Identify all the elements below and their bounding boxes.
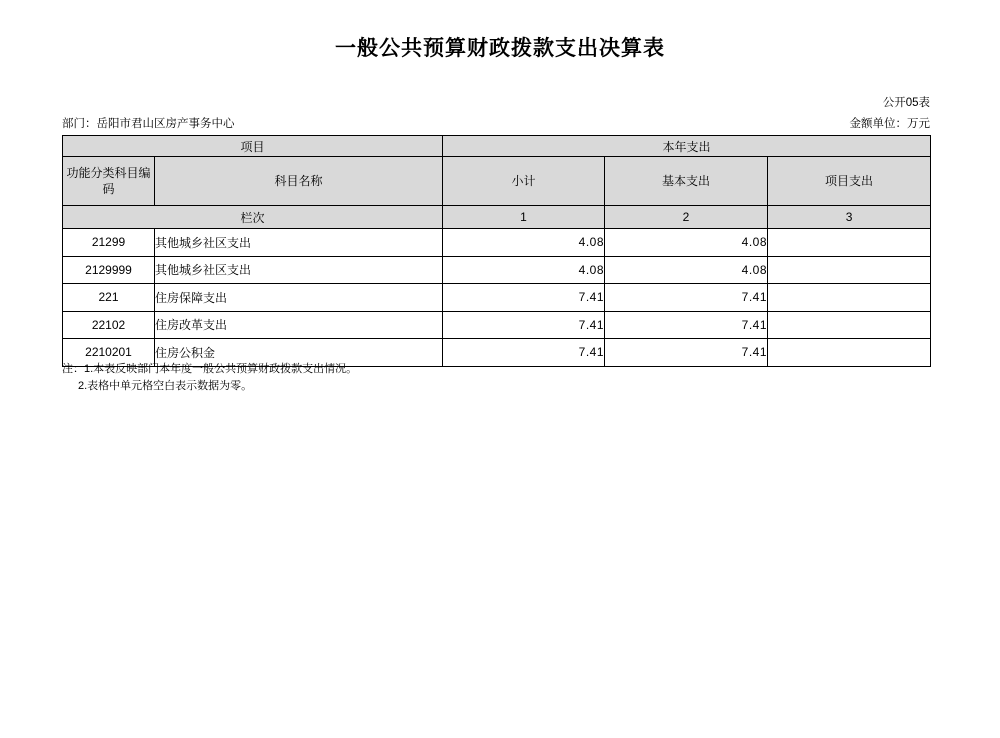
document-page (0, 32, 1000, 738)
note-line-2: 2.表格中单元格空白表示数据为零。 (78, 380, 253, 393)
amount-unit-label: 金额单位：万元 (849, 118, 930, 130)
cell-subtotal: 7.41 (443, 339, 605, 367)
table-row (63, 256, 931, 284)
cell-basic: 7.41 (605, 339, 768, 367)
note-line-1: 注：1.本表反映部门本年度一般公共预算财政拨款支出情况。 (62, 363, 358, 375)
cell-code: 21299 (63, 229, 155, 257)
form-code-label: 公开05表 (882, 97, 930, 109)
table-row (63, 311, 931, 339)
table-header-row (63, 157, 931, 206)
cell-basic: 4.08 (605, 256, 768, 284)
cell-name: 其他城乡社区支出 (155, 256, 443, 284)
cell-code: 2129999 (63, 256, 155, 284)
cell-subtotal: 7.41 (443, 311, 605, 339)
header-col-basic-expenditure: 基本支出 (605, 157, 768, 206)
cell-project (768, 311, 931, 339)
cell-project (768, 229, 931, 257)
cell-basic: 7.41 (605, 284, 768, 312)
header-col-function-code-label: 功能分类科目编码 (66, 165, 151, 196)
cell-name: 住房公积金 (155, 339, 443, 367)
cell-code: 2210201 (63, 339, 155, 367)
column-number-3: 3 (768, 206, 931, 229)
cell-name: 其他城乡社区支出 (155, 229, 443, 257)
cell-project (768, 256, 931, 284)
header-col-subject-name: 科目名称 (155, 157, 443, 206)
cell-project (768, 284, 931, 312)
meta-row (62, 115, 930, 131)
header-current-year-group: 本年支出 (443, 136, 931, 157)
cell-subtotal: 4.08 (443, 229, 605, 257)
cell-code: 221 (63, 284, 155, 312)
cell-basic: 7.41 (605, 311, 768, 339)
header-col-function-code (63, 157, 155, 206)
cell-subtotal: 4.08 (443, 256, 605, 284)
table-row (63, 229, 931, 257)
column-number-1: 1 (443, 206, 605, 229)
header-col-project-expenditure: 项目支出 (768, 157, 931, 206)
table-column-number-row (63, 206, 931, 229)
header-col-subtotal: 小计 (443, 157, 605, 206)
table-row (63, 284, 931, 312)
department-label: 部门：岳阳市君山区房产事务中心 (62, 118, 235, 130)
cell-subtotal: 7.41 (443, 284, 605, 312)
column-line-label: 栏次 (63, 206, 443, 229)
cell-code: 22102 (63, 311, 155, 339)
column-number-2: 2 (605, 206, 768, 229)
cell-name: 住房保障支出 (155, 284, 443, 312)
page-title: 一般公共预算财政拨款支出决算表 (335, 37, 665, 60)
table-header-group-row (63, 136, 931, 157)
cell-basic: 4.08 (605, 229, 768, 257)
header-project-group: 项目 (63, 136, 443, 157)
cell-name: 住房改革支出 (155, 311, 443, 339)
table-notes (62, 361, 357, 395)
cell-project (768, 339, 931, 367)
budget-table-wrapper (62, 135, 930, 367)
budget-table (62, 135, 931, 367)
